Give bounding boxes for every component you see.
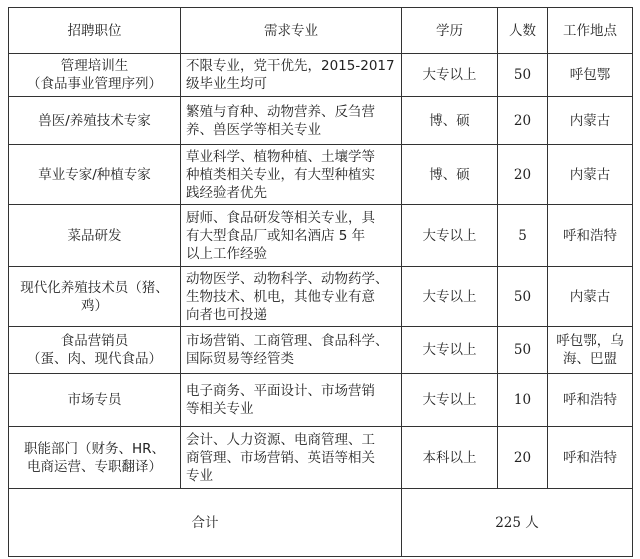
major-text: 不限专业，党干优先，2015-2017 级毕业生均可 — [186, 58, 395, 92]
education-cell: 大专以上 — [402, 374, 498, 427]
major-cell — [181, 327, 402, 374]
major-cell — [181, 145, 402, 205]
major-text: 繁殖与育种、动物营养、反刍营 养、兽医学等相关专业 — [186, 103, 375, 138]
table-row — [9, 374, 633, 427]
position-cell — [9, 327, 181, 374]
recruitment-table — [8, 7, 633, 557]
major-text: 动物医学、动物科学、动物药学、 生物技术、机电，其他专业有意 向者也可投递 — [186, 270, 389, 323]
count-cell: 20 — [498, 145, 548, 205]
location-cell — [548, 97, 633, 145]
position-text: 草业专家/种植专家 — [38, 166, 151, 183]
count-cell: 5 — [498, 205, 548, 267]
position-cell — [9, 205, 181, 267]
major-text: 电子商务、平面设计、市场营销 等相关专业 — [186, 383, 375, 417]
table-row — [9, 54, 633, 97]
position-text: 职能部门（财务、HR、 电商运营、专职翻译） — [23, 440, 166, 475]
location-cell — [548, 374, 633, 427]
location-cell — [548, 427, 633, 489]
major-cell — [181, 205, 402, 267]
major-text: 会计、人力资源、电商管理、工 商管理、市场营销、英语等相关 专业 — [186, 431, 375, 484]
total-label: 合计 — [9, 489, 402, 557]
location-text: 内蒙古 — [569, 112, 611, 129]
count-cell: 20 — [498, 97, 548, 145]
major-cell — [181, 97, 402, 145]
position-text: 市场专员 — [67, 392, 122, 408]
header-education: 学历 — [402, 8, 498, 54]
position-text: 管理培训生 （食品事业管理序列） — [27, 58, 162, 92]
count-cell: 50 — [498, 327, 548, 374]
count-cell: 20 — [498, 427, 548, 489]
position-cell — [9, 145, 181, 205]
table-row — [9, 145, 633, 205]
location-cell — [548, 145, 633, 205]
count-cell: 50 — [498, 267, 548, 327]
location-cell — [548, 327, 633, 374]
major-text: 厨师、食品研发等相关专业，具 有大型食品厂或知名酒店 5 年 以上工作经验 — [186, 209, 375, 262]
location-cell — [548, 54, 633, 97]
location-text: 呼和浩特 — [563, 227, 617, 244]
education-cell: 博、硕 — [402, 145, 498, 205]
education-cell: 博、硕 — [402, 97, 498, 145]
header-position: 招聘职位 — [9, 8, 181, 54]
position-cell — [9, 374, 181, 427]
education-cell: 本科以上 — [402, 427, 498, 489]
count-cell: 50 — [498, 54, 548, 97]
major-cell — [181, 267, 402, 327]
header-location: 工作地点 — [548, 8, 633, 54]
position-text: 现代化养殖技术员（猪、 鸡） — [20, 279, 169, 314]
location-text: 呼包鄂，乌 海、巴盟 — [556, 333, 624, 367]
position-text: 兽医/养殖技术专家 — [38, 112, 151, 129]
table-row — [9, 267, 633, 327]
location-cell — [548, 267, 633, 327]
position-cell — [9, 54, 181, 97]
table-row — [9, 97, 633, 145]
major-cell — [181, 427, 402, 489]
position-cell — [9, 427, 181, 489]
table-row — [9, 327, 633, 374]
position-text: 食品营销员 （蛋、肉、现代食品） — [27, 333, 162, 367]
header-count: 人数 — [498, 8, 548, 54]
table-row — [9, 205, 633, 267]
position-cell — [9, 267, 181, 327]
location-text: 内蒙古 — [569, 166, 611, 183]
major-cell — [181, 374, 402, 427]
position-cell — [9, 97, 181, 145]
major-cell — [181, 54, 402, 97]
table-header-row — [9, 8, 633, 54]
education-cell: 大专以上 — [402, 54, 498, 97]
table-row — [9, 427, 633, 489]
education-cell: 大专以上 — [402, 205, 498, 267]
location-text: 呼包鄂 — [569, 67, 611, 83]
major-text: 草业科学、植物种植、土壤学等 种植类相关专业，有大型种植实 践经验者优先 — [186, 148, 375, 201]
header-major: 需求专业 — [181, 8, 402, 54]
location-text: 呼和浩特 — [563, 392, 617, 408]
major-text: 市场营销、工商管理、食品科学、 国际贸易等经管类 — [186, 333, 389, 367]
total-value: 225 人 — [402, 489, 633, 557]
total-row — [9, 489, 633, 557]
location-cell — [548, 205, 633, 267]
count-cell: 10 — [498, 374, 548, 427]
education-cell: 大专以上 — [402, 267, 498, 327]
education-cell: 大专以上 — [402, 327, 498, 374]
location-text: 内蒙古 — [569, 288, 611, 305]
position-text: 菜品研发 — [67, 227, 122, 244]
location-text: 呼和浩特 — [563, 449, 617, 466]
